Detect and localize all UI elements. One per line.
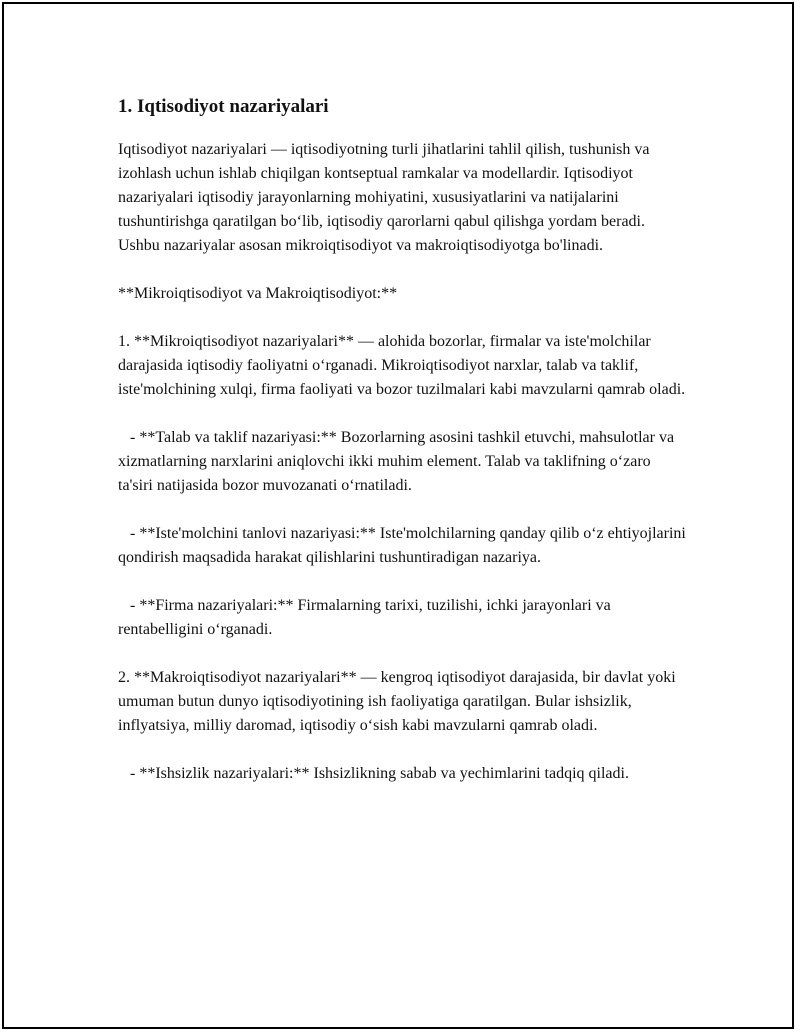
consumer-choice-item: - **Iste'molchini tanlovi nazariyasi:** Iste'molchilarning qanday qilib o‘z ehtiyojlarini qondirish maqsadida harakat qilishlarini tushuntiradigan nazariya. xyxy=(118,525,690,566)
section-heading-micro-macro: **Mikroiqtisodiyot va Makroiqtisodiyot:** xyxy=(118,285,398,302)
intro-paragraph: Iqtisodiyot nazariyalari — iqtisodiyotning turli jihatlarini tahlil qilish, tushunish va izohlash uchun ishlab chiqilgan kontseptual ramkalar va modellardir. Iqtisodiyot nazariyalari iqtisodiy jarayonlarning mohiyatini, xususiyatlarini va natijalarini tushuntirishga qaratilgan bo‘lib, iqtisodiy qarorlarni qabul qilishga yordam beradi. Ushbu nazariyalar asosan mikroiqtisodiyot va makroiqtisodiyotga bo'linadi. xyxy=(118,141,654,254)
micro-theories-paragraph: 1. **Mikroiqtisodiyot nazariyalari** — alohida bozorlar, firmalar va iste'molchilar darajasida iqtisodiy faoliyatni o‘rganadi. Mikroiqtisodiyot narxlar, talab va taklif, iste'molchining xulqi, firma faoliyati va bozor tuzilmalari kabi mavzularni qamrab oladi. xyxy=(118,333,686,398)
document-title: 1. Iqtisodiyot nazariyalari xyxy=(118,96,329,117)
supply-demand-item: - **Talab va taklif nazariyasi:** Bozorlarning asosini tashkil etuvchi, mahsulotlar va xizmatlarning narxlarini aniqlovchi ikki muhim element. Talab va taklifning o‘zaro ta'siri natijasida bozor muvozanati o‘rnatiladi. xyxy=(118,429,679,494)
macro-theories-paragraph: 2. **Makroiqtisodiyot nazariyalari** — kengroq iqtisodiyot darajasida, bir davlat yoki umuman butun dunyo iqtisodiyotining ish faoliyatiga qaratilgan. Bular ishsizlik, inflyatsiya, milliy daromad, iqtisodiy o‘sish kabi mavzularni qamrab oladi. xyxy=(118,669,680,734)
unemployment-item: - **Ishsizlik nazariyalari:** Ishsizlikning sabab va yechimlarini tadqiq qiladi. xyxy=(118,765,629,782)
firm-theories-item: - **Firma nazariyalari:** Firmalarning tarixi, tuzilishi, ichki jarayonlari va rentabelligini o‘rganadi. xyxy=(118,597,615,638)
document-body xyxy=(118,94,688,786)
